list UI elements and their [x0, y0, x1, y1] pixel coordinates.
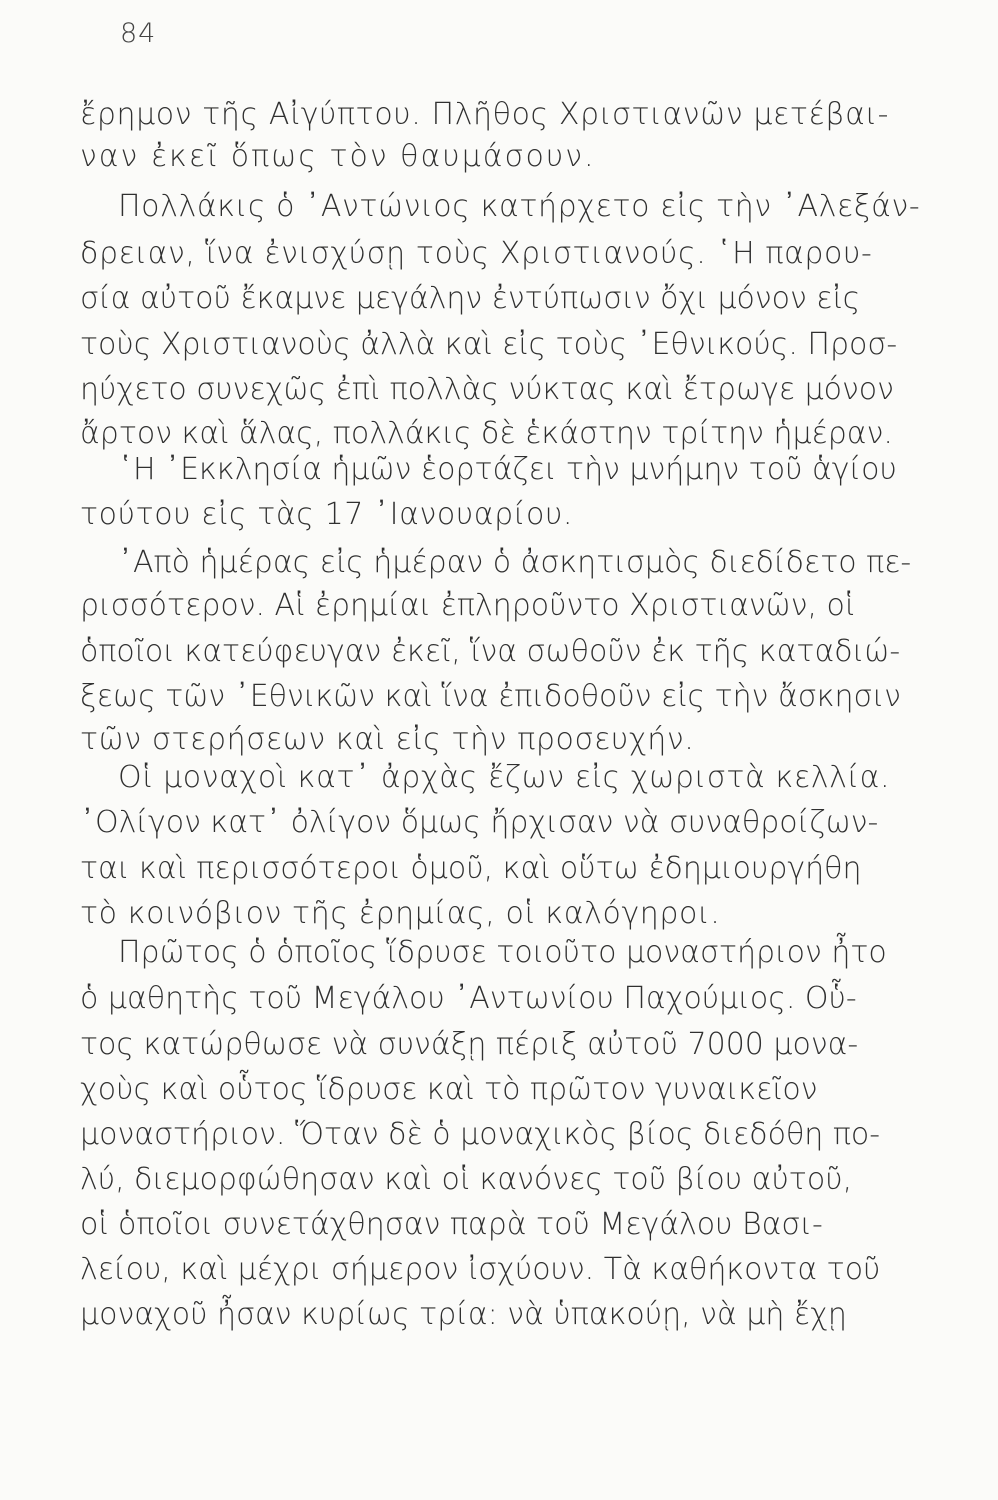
text-line-26: οἱ ὁποῖοι συνετάχθησαν παρὰ τοῦ Μεγάλου Βασι- — [80, 1207, 823, 1242]
text-line-12: ρισσότερον. Αἱ ἐρημίαι ἐπληροῦντο Χριστιανῶν, οἱ — [80, 588, 856, 623]
text-line-16: Οἱ μοναχοὶ κατ᾿ ἀρχὰς ἔζων εἰς χωριστὰ κελλία. — [118, 760, 891, 795]
text-line-11: ᾿Απὸ ἡμέρας εἰς ἡμέραν ὁ ἀσκητισμὸς διεδίδετο πε- — [118, 545, 912, 580]
text-line-6: τοὺς Χριστιανοὺς ἀλλὰ καὶ εἰς τοὺς ᾿Εθνικούς. Προσ- — [80, 327, 898, 362]
text-line-21: ὁ μαθητὴς τοῦ Μεγάλου ᾿Αντωνίου Παχούμιος. Οὗ- — [80, 981, 857, 1016]
text-line-15: τῶν στερήσεων καὶ εἰς τὴν προσευχήν. — [80, 722, 695, 757]
text-line-9: ῾Η ᾿Εκκλησία ἡμῶν ἑορτάζει τὴν μνήμην τοῦ ἁγίου — [118, 452, 897, 487]
text-line-13: ὁποῖοι κατεύφευγαν ἐκεῖ, ἵνα σωθοῦν ἐκ τῆς καταδιώ- — [80, 634, 901, 669]
text-line-7: ηύχετο συνεχῶς ἐπὶ πολλὰς νύκτας καὶ ἔτρωγε μόνον — [80, 372, 894, 407]
text-line-5: σία αὐτοῦ ἔκαμνε μεγάλην ἐντύπωσιν ὄχι μόνον εἰς — [80, 281, 861, 316]
text-line-20: Πρῶτος ὁ ὁποῖος ἵδρυσε τοιοῦτο μοναστήριον ἦτο — [118, 935, 887, 970]
text-line-14: ξεως τῶν ᾿Εθνικῶν καὶ ἵνα ἐπιδοθοῦν εἰς τὴν ἄσκησιν — [80, 679, 901, 714]
text-line-24: μοναστήριον. Ὅταν δὲ ὁ μοναχικὸς βίος διεδόθη πο- — [80, 1117, 881, 1152]
text-line-4: δρειαν, ἵνα ἐνισχύσῃ τοὺς Χριστιανούς. ῾Η παρου- — [80, 236, 873, 271]
text-line-28: μοναχοῦ ἦσαν κυρίως τρία: νὰ ὑπακούῃ, νὰ μὴ ἔχῃ — [80, 1297, 847, 1332]
text-line-18: ται καὶ περισσότεροι ὁμοῦ, καὶ οὕτω ἐδημιουργήθη — [80, 851, 862, 886]
text-line-27: λείου, καὶ μέχρι σήμερον ἰσχύουν. Τὰ καθήκοντα τοῦ — [80, 1252, 881, 1287]
text-line-10: τούτου εἰς τὰς 17 ᾿Ιανουαρίου. — [80, 497, 574, 532]
text-line-19: τὸ κοινόβιον τῆς ἐρημίας, οἱ καλόγηροι. — [80, 896, 721, 931]
text-line-23: χοὺς καὶ οὗτος ἵδρυσε καὶ τὸ πρῶτον γυναικεῖον — [80, 1072, 818, 1107]
text-line-3: Πολλάκις ὁ ᾿Αντώνιος κατήρχετο εἰς τὴν ᾿Αλεξάν- — [118, 189, 921, 224]
text-line-1: ἔρημον τῆς Αἰγύπτου. Πλῆθος Χριστιανῶν μετέβαι- — [80, 97, 890, 132]
text-line-22: τος κατώρθωσε νὰ συνάξῃ πέριξ αὐτοῦ 7000 μονα- — [80, 1027, 859, 1062]
text-line-17: ᾿Ολίγον κατ᾿ ὀλίγον ὅμως ἤρχισαν νὰ συναθροίζων- — [80, 805, 879, 840]
text-line-2: ναν ἐκεῖ ὅπως τὸν θαυμάσουν. — [80, 139, 596, 174]
text-line-8: ἄρτον καὶ ἅλας, πολλάκις δὲ ἑκάστην τρίτην ἡμέραν. — [80, 416, 893, 451]
text-line-25: λύ, διεμορφώθησαν καὶ οἱ κανόνες τοῦ βίου αὐτοῦ, — [80, 1162, 853, 1197]
page-number: 84 — [120, 18, 157, 49]
